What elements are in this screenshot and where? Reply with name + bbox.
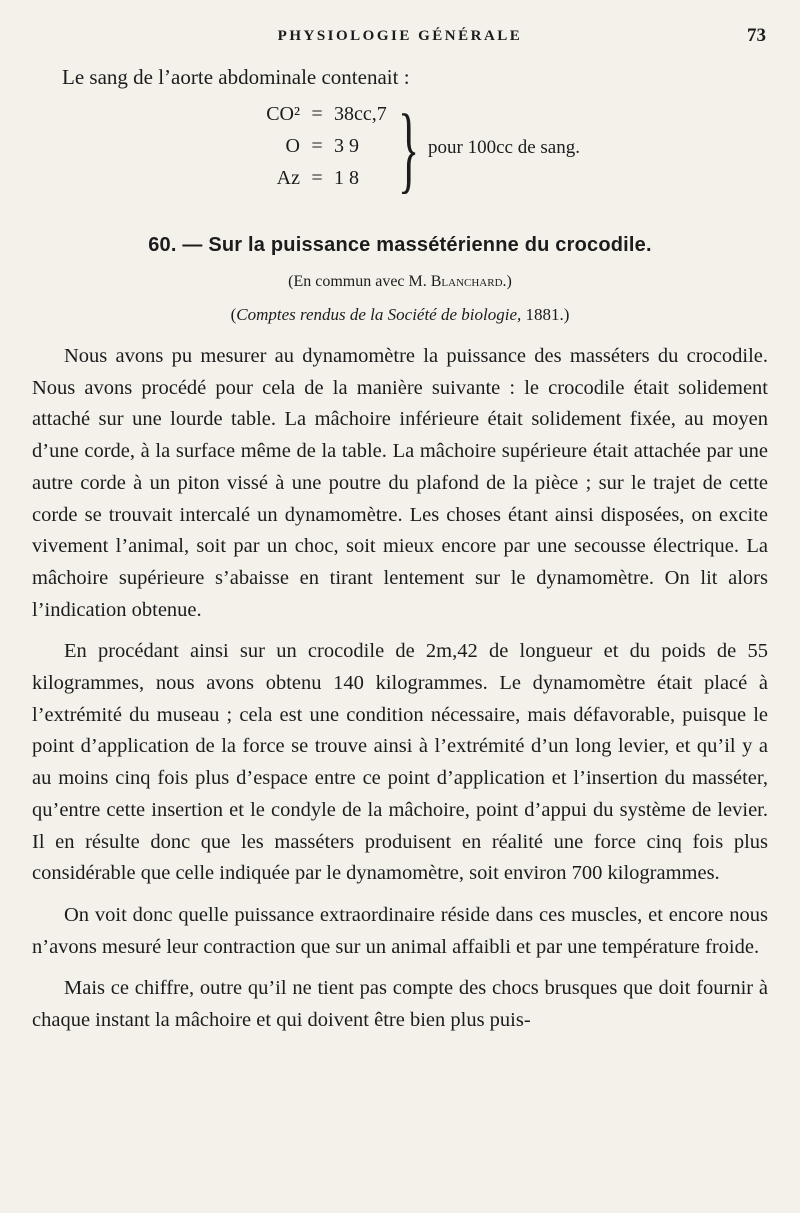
collab-prefix: (En commun avec M. <box>288 273 431 290</box>
gas-value: 38cc,7 <box>334 103 387 125</box>
gas-value: 3 9 <box>334 135 359 157</box>
gas-value: 1 8 <box>334 167 359 189</box>
equals-sign: = <box>311 167 323 189</box>
gas-row <box>254 162 420 194</box>
page-header <box>32 22 768 56</box>
gas-composition-table <box>32 95 768 218</box>
source-open: ( <box>230 305 237 324</box>
equals-sign: = <box>311 135 323 157</box>
equals-sign: = <box>311 103 323 125</box>
body-text <box>32 341 768 1037</box>
section-title: 60. — Sur la puissance massétérienne du crocodile. <box>148 234 652 256</box>
paragraph: Nous avons pu mesurer au dynamomètre la puissance des masséters du crocodile. Nous avons procédé pour cela de la manière suivante : le crocodile était solidement attaché sur une lourde table. La mâchoire inférieure était solidement fixée, au moyen d’une corde, à la surface même de la table. La mâchoire supérieure était attachée par une autre corde à un piton vissé à une poutre du plafond de la pièce ; sur le trajet de cette corde se trouvait intercalé un dynamomètre. Les choses étant ainsi disposées, on excite vivement l’animal, soit par un choc, soit mieux encore par une secousse électrique. La mâchoire supérieure s’abaisse en tirant lentement sur le dynamomètre. On lit alors l’indication obtenue. <box>32 345 768 621</box>
running-head: PHYSIOLOGIE GÉNÉRALE <box>277 28 523 44</box>
gas-row <box>254 98 420 130</box>
collab-suffix: .) <box>502 273 512 290</box>
paragraph: On voit donc quelle puissance extraordinaire réside dans ces muscles, et encore nous n’avons mesuré leur contraction que sur un animal affaibli et par une température froide. <box>32 903 768 958</box>
gas-symbol: Az <box>276 167 300 189</box>
source-journal: Comptes rendus de la Société de biologie, <box>236 305 522 324</box>
gas-row <box>254 130 420 162</box>
source-year: 1881.) <box>521 305 570 324</box>
page-number: 73 <box>747 25 766 46</box>
intro-line: Le sang de l’aorte abdominale contenait : <box>62 65 410 89</box>
gas-symbol: O <box>285 135 300 157</box>
right-brace: } <box>398 95 420 203</box>
collaboration-note <box>32 273 768 291</box>
gas-rows <box>254 98 420 194</box>
paragraph: Mais ce chiffre, outre qu’il ne tient pas compte des chocs brusques que doit fournir à chaque instant la mâchoire et qui doivent être bien plus puis- <box>32 977 768 1032</box>
brace-label: pour 100cc de sang. <box>428 137 580 158</box>
paragraph: En procédant ainsi sur un crocodile de 2m,42 de longueur et du poids de 55 kilogrammes, nous avons obtenu 140 kilogrammes. Le dynamomètre était placé à l’extrémité du museau ; cela est une condition nécessaire, mais défavorable, puisque le point d’application de la force se trouve ainsi à l’extrémité d’un long levier, et qu’il y a au moins cinq fois plus d’espace entre ce point d’application et l’insertion du masséter, qu’entre cette insertion et le condyle de la mâchoire, point d’appui du système de levier. Il en résulte donc que les masséters produisent en réalité une force cinq fois plus considérable que celle indiquée par le dynamomètre, soit environ 700 kilogrammes. <box>32 640 768 885</box>
collab-name: Blanchard <box>430 273 503 290</box>
source-citation <box>32 305 768 325</box>
gas-symbol: CO² <box>266 103 300 125</box>
